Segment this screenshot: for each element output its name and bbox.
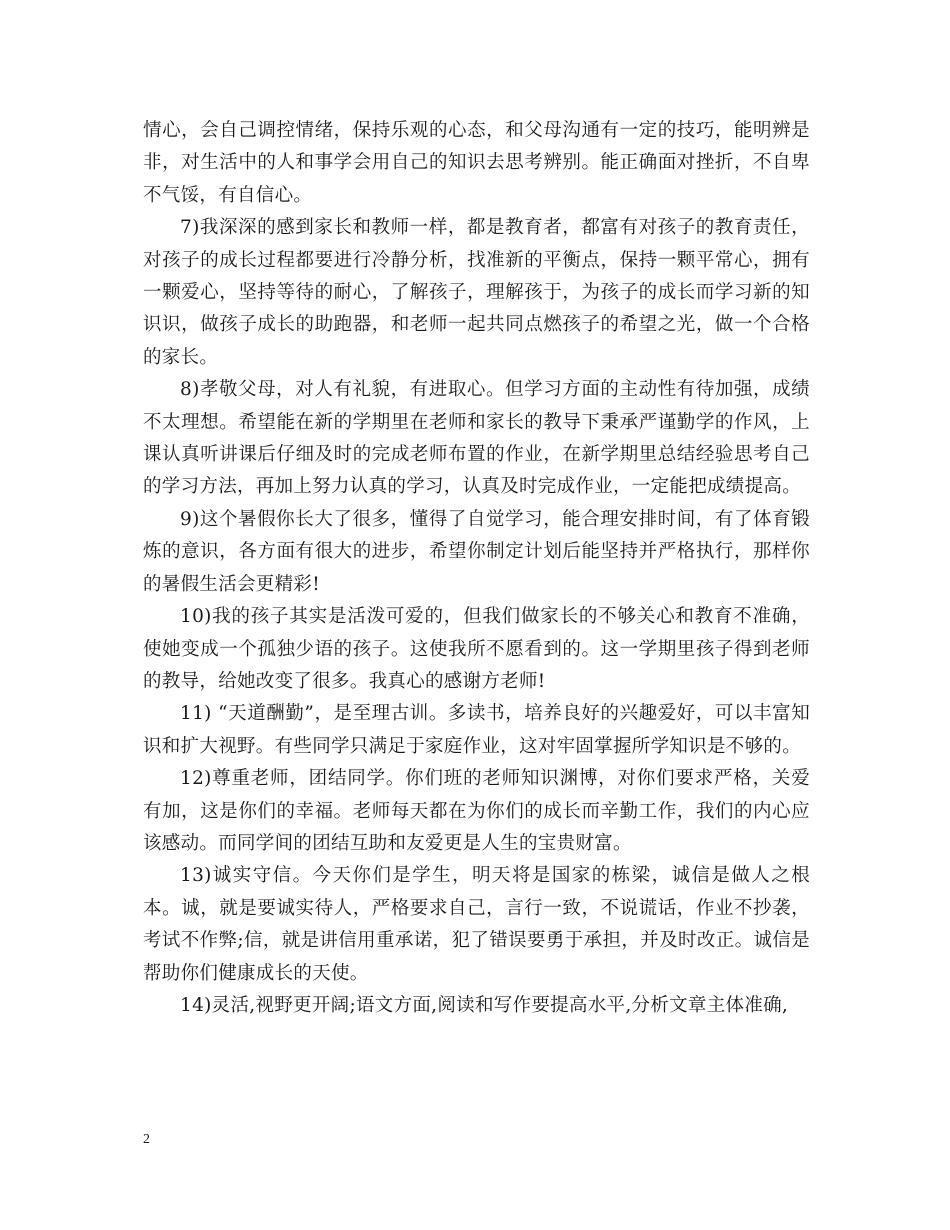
paragraph-7: 7)我深深的感到家长和教师一样，都是教育者，都富有对孩子的教育责任，对孩子的成长过程都要进行冷静分析，找准新的平衡点，保持一颗平常心，拥有一颗爱心，坚持等待的耐心，了解孩子，理解孩于，为孩子的成长而学习新的知识识，做孩子成长的助跑器，和老师一起共同点燃孩子的希望之光，做一个合格的家长。 — [143, 217, 810, 368]
paragraph-13: 13)诚实守信。今天你们是学生，明天将是国家的栋梁，诚信是做人之根本。诚，就是要诚实待人，严格要求自己，言行一致，不说谎话，作业不抄袭，考试不作弊;信，就是讲信用重承诺，犯了错误要勇于承担，并及时改正。诚信是帮助你们健康成长的天使。 — [143, 865, 810, 984]
paragraph-10: 10)我的孩子其实是活泼可爱的，但我们做家长的不够关心和教育不准确，使她变成一个孤独少语的孩子。这使我所不愿看到的。这一学期里孩子得到老师的教导，给她改变了很多。我真心的感谢方老师! — [143, 606, 810, 692]
paragraph-14: 14)灵活,视野更开阔;语文方面,阅读和写作要提高水平,分析文章主体准确, — [180, 994, 789, 1016]
page-number: 2 — [143, 1132, 150, 1147]
paragraph-9: 9)这个暑假你长大了很多，懂得了自觉学习，能合理安排时间，有了体育锻炼的意识，各方面有很大的进步，希望你制定计划后能坚持并严格执行，那样你的暑假生活会更精彩! — [143, 508, 810, 595]
paragraph-11: 11) “天道酬勤”，是至理古训。多读书，培养良好的兴趣爱好，可以丰富知识和扩大视野。有些同学只满足于家庭作业，这对牢固掌握所学知识是不够的。 — [143, 703, 810, 757]
paragraph-12: 12)尊重老师，团结同学。你们班的老师知识渊博，对你们要求严格，关爱有加，这是你们的幸福。老师每天都在为你们的成长而辛勤工作，我们的内心应该感动。而同学间的团结互助和友爱更是人生的宝贵财富。 — [143, 768, 810, 854]
paragraph-8: 8)孝敬父母，对人有礼貌，有进取心。但学习方面的主动性有待加强，成绩不太理想。希望能在新的学期里在老师和家长的教导下秉承严谨勤学的作风，上课认真听讲课后仔细及时的完成老师布置的作业，在新学期里总结经验思考自己的学习方法，再加上努力认真的学习，认真及时完成作业，一定能把成绩提高。 — [143, 379, 810, 498]
document-body — [143, 115, 810, 1022]
paragraph-continued: 情心，会自己调控情绪，保持乐观的心态，和父母沟通有一定的技巧，能明辨是非，对生活中的人和事学会用自己的知识去思考辨别。能正确面对挫折，不自卑不气馁，有自信心。 — [143, 120, 810, 206]
